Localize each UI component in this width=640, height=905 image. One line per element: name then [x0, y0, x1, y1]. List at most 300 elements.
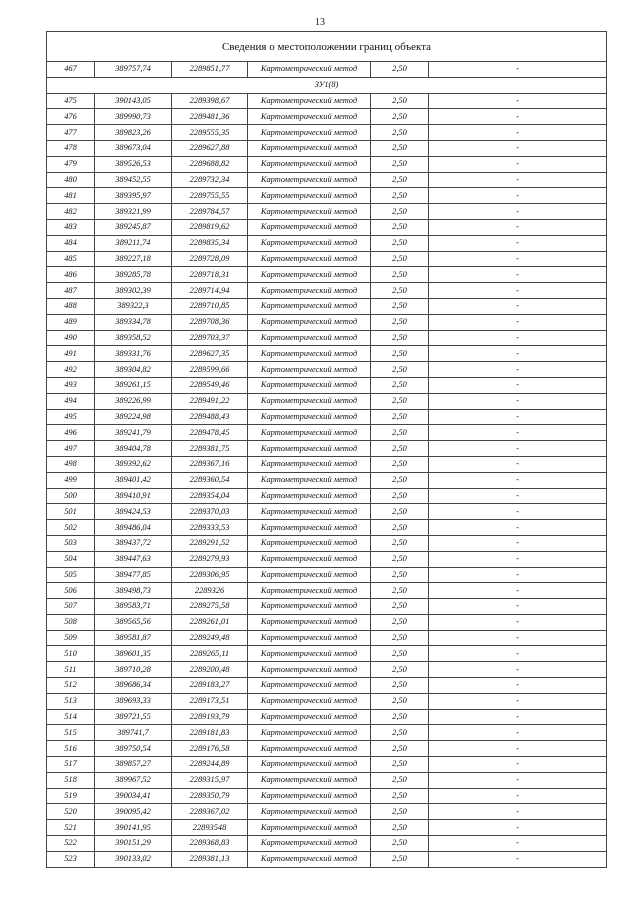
coordinate-y: 2289688,82: [172, 156, 248, 172]
accuracy: 2,50: [371, 109, 429, 125]
method: Картометрический метод: [248, 551, 371, 567]
point-number: 467: [47, 62, 95, 78]
coordinate-x: 389334,78: [95, 314, 172, 330]
coordinate-y: 2289367,02: [172, 804, 248, 820]
accuracy: 2,50: [371, 456, 429, 472]
point-number: 487: [47, 283, 95, 299]
coordinate-y: 2289478,45: [172, 425, 248, 441]
accuracy: 2,50: [371, 251, 429, 267]
description: -: [429, 646, 607, 662]
coordinate-y: 2289350,79: [172, 788, 248, 804]
accuracy: 2,50: [371, 599, 429, 615]
coordinate-x: 389486,04: [95, 520, 172, 536]
table-row: [47, 836, 607, 852]
coordinate-y: 2289291,52: [172, 535, 248, 551]
accuracy: 2,50: [371, 820, 429, 836]
table-row: [47, 251, 607, 267]
description: -: [429, 757, 607, 773]
table-row: [47, 504, 607, 520]
coordinate-y: 2289599,66: [172, 362, 248, 378]
coordinate-x: 389227,18: [95, 251, 172, 267]
description: -: [429, 441, 607, 457]
accuracy: 2,50: [371, 298, 429, 314]
method: Картометрический метод: [248, 662, 371, 678]
method: Картометрический метод: [248, 314, 371, 330]
method: Картометрический метод: [248, 804, 371, 820]
coordinate-y: 2289627,88: [172, 140, 248, 156]
coordinate-x: 389757,74: [95, 62, 172, 78]
table-row: [47, 219, 607, 235]
coordinate-x: 389741,7: [95, 725, 172, 741]
coordinate-x: 389857,27: [95, 757, 172, 773]
coordinate-x: 389601,35: [95, 646, 172, 662]
point-number: 489: [47, 314, 95, 330]
table-title-row: [47, 32, 607, 62]
description: -: [429, 251, 607, 267]
accuracy: 2,50: [371, 725, 429, 741]
coordinate-x: 389302,39: [95, 283, 172, 299]
coordinate-x: 389358,52: [95, 330, 172, 346]
coordinate-x: 389211,74: [95, 235, 172, 251]
accuracy: 2,50: [371, 741, 429, 757]
accuracy: 2,50: [371, 377, 429, 393]
description: -: [429, 314, 607, 330]
description: -: [429, 551, 607, 567]
table-row: [47, 678, 607, 694]
method: Картометрический метод: [248, 441, 371, 457]
table-row: [47, 109, 607, 125]
point-number: 506: [47, 583, 95, 599]
point-number: 517: [47, 757, 95, 773]
accuracy: 2,50: [371, 409, 429, 425]
point-number: 513: [47, 693, 95, 709]
table-row: [47, 172, 607, 188]
table-row: [47, 330, 607, 346]
coordinate-y: 2289718,31: [172, 267, 248, 283]
method: Картометрический метод: [248, 283, 371, 299]
accuracy: 2,50: [371, 535, 429, 551]
point-number: 480: [47, 172, 95, 188]
coordinate-x: 389224,98: [95, 409, 172, 425]
table-row: [47, 583, 607, 599]
coordinate-x: 389304,82: [95, 362, 172, 378]
accuracy: 2,50: [371, 346, 429, 362]
accuracy: 2,50: [371, 567, 429, 583]
description: -: [429, 472, 607, 488]
point-number: 522: [47, 836, 95, 852]
accuracy: 2,50: [371, 235, 429, 251]
coordinate-y: 2289555,35: [172, 125, 248, 141]
table-row: [47, 567, 607, 583]
point-number: 479: [47, 156, 95, 172]
accuracy: 2,50: [371, 551, 429, 567]
coordinate-y: 2289549,46: [172, 377, 248, 393]
coordinate-y: 2289481,36: [172, 109, 248, 125]
accuracy: 2,50: [371, 172, 429, 188]
description: -: [429, 614, 607, 630]
description: -: [429, 156, 607, 172]
point-number: 519: [47, 788, 95, 804]
accuracy: 2,50: [371, 283, 429, 299]
coordinate-x: 390141,95: [95, 820, 172, 836]
coordinate-y: 2289708,36: [172, 314, 248, 330]
point-number: 481: [47, 188, 95, 204]
point-number: 493: [47, 377, 95, 393]
accuracy: 2,50: [371, 219, 429, 235]
method: Картометрический метод: [248, 836, 371, 852]
coordinate-y: 2289755,55: [172, 188, 248, 204]
method: Картометрический метод: [248, 567, 371, 583]
point-number: 503: [47, 535, 95, 551]
point-number: 501: [47, 504, 95, 520]
table-row: [47, 441, 607, 457]
description: -: [429, 62, 607, 78]
point-number: 490: [47, 330, 95, 346]
table-row: [47, 125, 607, 141]
coordinate-x: 389565,56: [95, 614, 172, 630]
point-number: 512: [47, 678, 95, 694]
accuracy: 2,50: [371, 788, 429, 804]
point-number: 520: [47, 804, 95, 820]
accuracy: 2,50: [371, 836, 429, 852]
method: Картометрический метод: [248, 599, 371, 615]
accuracy: 2,50: [371, 425, 429, 441]
coordinate-x: 389410,91: [95, 488, 172, 504]
description: -: [429, 172, 607, 188]
accuracy: 2,50: [371, 614, 429, 630]
table-row: [47, 804, 607, 820]
coordinate-y: 2289360,54: [172, 472, 248, 488]
description: -: [429, 725, 607, 741]
table-row: [47, 314, 607, 330]
description: -: [429, 488, 607, 504]
point-number: 494: [47, 393, 95, 409]
point-number: 507: [47, 599, 95, 615]
coordinate-y: 2289176,58: [172, 741, 248, 757]
coordinate-y: 2289851,77: [172, 62, 248, 78]
coordinate-x: 389226,99: [95, 393, 172, 409]
coordinate-x: 389721,55: [95, 709, 172, 725]
accuracy: 2,50: [371, 362, 429, 378]
coordinate-x: 389392,62: [95, 456, 172, 472]
accuracy: 2,50: [371, 156, 429, 172]
method: Картометрический метод: [248, 741, 371, 757]
point-number: 498: [47, 456, 95, 472]
section-label: ЗУ1(8): [47, 77, 607, 93]
method: Картометрический метод: [248, 204, 371, 220]
method: Картометрический метод: [248, 693, 371, 709]
coordinate-y: 2289398,67: [172, 93, 248, 109]
table-row: [47, 551, 607, 567]
point-number: 511: [47, 662, 95, 678]
point-number: 510: [47, 646, 95, 662]
coordinate-y: 2289381,75: [172, 441, 248, 457]
coordinate-x: 389967,52: [95, 772, 172, 788]
table-row: [47, 630, 607, 646]
method: Картометрический метод: [248, 267, 371, 283]
accuracy: 2,50: [371, 62, 429, 78]
accuracy: 2,50: [371, 488, 429, 504]
description: -: [429, 741, 607, 757]
coordinate-x: 389321,99: [95, 204, 172, 220]
point-number: 497: [47, 441, 95, 457]
accuracy: 2,50: [371, 204, 429, 220]
point-number: 523: [47, 851, 95, 867]
method: Картометрический метод: [248, 188, 371, 204]
description: -: [429, 298, 607, 314]
table-row: [47, 772, 607, 788]
coordinate-y: 2289703,37: [172, 330, 248, 346]
method: Картометрический метод: [248, 330, 371, 346]
accuracy: 2,50: [371, 851, 429, 867]
description: -: [429, 346, 607, 362]
coordinate-y: 2289728,09: [172, 251, 248, 267]
coordinate-y: 2289265,11: [172, 646, 248, 662]
point-number: 491: [47, 346, 95, 362]
point-number: 502: [47, 520, 95, 536]
table-row: [47, 614, 607, 630]
table-title: Сведения о местоположении границ объекта: [47, 32, 607, 62]
description: -: [429, 283, 607, 299]
table-row: [47, 235, 607, 251]
point-number: 500: [47, 488, 95, 504]
coordinate-x: 390151,29: [95, 836, 172, 852]
method: Картометрический метод: [248, 678, 371, 694]
point-number: 484: [47, 235, 95, 251]
coordinate-y: 2289333,53: [172, 520, 248, 536]
coordinate-y: 2289368,83: [172, 836, 248, 852]
description: -: [429, 140, 607, 156]
table-row: [47, 267, 607, 283]
accuracy: 2,50: [371, 757, 429, 773]
method: Картометрический метод: [248, 504, 371, 520]
coordinate-y: 2289261,01: [172, 614, 248, 630]
coordinate-y: 2289354,04: [172, 488, 248, 504]
accuracy: 2,50: [371, 441, 429, 457]
description: -: [429, 535, 607, 551]
description: -: [429, 504, 607, 520]
method: Картометрический метод: [248, 788, 371, 804]
accuracy: 2,50: [371, 188, 429, 204]
description: -: [429, 693, 607, 709]
table-row: [47, 140, 607, 156]
page-number: 13: [315, 17, 325, 28]
table-row: [47, 709, 607, 725]
coordinate-x: 389245,87: [95, 219, 172, 235]
method: Картометрический метод: [248, 156, 371, 172]
coordinate-x: 389437,72: [95, 535, 172, 551]
method: Картометрический метод: [248, 725, 371, 741]
method: Картометрический метод: [248, 772, 371, 788]
table-row: [47, 725, 607, 741]
method: Картометрический метод: [248, 140, 371, 156]
point-number: 477: [47, 125, 95, 141]
point-number: 516: [47, 741, 95, 757]
point-number: 499: [47, 472, 95, 488]
table-row: [47, 456, 607, 472]
method: Картометрический метод: [248, 109, 371, 125]
description: -: [429, 820, 607, 836]
table-row: [47, 377, 607, 393]
point-number: 518: [47, 772, 95, 788]
coordinate-x: 389477,85: [95, 567, 172, 583]
point-number: 486: [47, 267, 95, 283]
accuracy: 2,50: [371, 772, 429, 788]
description: -: [429, 772, 607, 788]
table-row: [47, 851, 607, 867]
boundary-table-sheet: [46, 31, 606, 868]
method: Картометрический метод: [248, 393, 371, 409]
description: -: [429, 330, 607, 346]
coordinate-x: 389750,54: [95, 741, 172, 757]
table-row: [47, 741, 607, 757]
coordinate-y: 2289275,58: [172, 599, 248, 615]
method: Картометрический метод: [248, 172, 371, 188]
method: Картометрический метод: [248, 62, 371, 78]
coordinate-x: 389583,71: [95, 599, 172, 615]
description: -: [429, 93, 607, 109]
method: Картометрический метод: [248, 630, 371, 646]
point-number: 483: [47, 219, 95, 235]
point-number: 514: [47, 709, 95, 725]
table-row: [47, 693, 607, 709]
coordinate-x: 390034,41: [95, 788, 172, 804]
accuracy: 2,50: [371, 314, 429, 330]
coordinate-x: 389404,78: [95, 441, 172, 457]
method: Картометрический метод: [248, 235, 371, 251]
coordinate-y: 2289279,93: [172, 551, 248, 567]
coordinate-x: 389581,87: [95, 630, 172, 646]
coordinate-x: 389710,28: [95, 662, 172, 678]
coordinate-y: 2289784,57: [172, 204, 248, 220]
coordinate-x: 389452,55: [95, 172, 172, 188]
point-number: 492: [47, 362, 95, 378]
accuracy: 2,50: [371, 520, 429, 536]
table-row: [47, 788, 607, 804]
coordinate-x: 389395,97: [95, 188, 172, 204]
point-number: 475: [47, 93, 95, 109]
method: Картометрический метод: [248, 219, 371, 235]
description: -: [429, 788, 607, 804]
point-number: 488: [47, 298, 95, 314]
accuracy: 2,50: [371, 93, 429, 109]
description: -: [429, 393, 607, 409]
coordinate-y: 2289381,13: [172, 851, 248, 867]
method: Картометрический метод: [248, 125, 371, 141]
coordinate-y: 2289370,03: [172, 504, 248, 520]
description: -: [429, 678, 607, 694]
table-row: [47, 188, 607, 204]
method: Картометрический метод: [248, 409, 371, 425]
accuracy: 2,50: [371, 472, 429, 488]
table-row: [47, 93, 607, 109]
coordinate-y: 22893548: [172, 820, 248, 836]
accuracy: 2,50: [371, 630, 429, 646]
method: Картометрический метод: [248, 614, 371, 630]
accuracy: 2,50: [371, 693, 429, 709]
method: Картометрический метод: [248, 757, 371, 773]
coordinate-y: 2289193,79: [172, 709, 248, 725]
method: Картометрический метод: [248, 362, 371, 378]
coordinate-x: 389241,79: [95, 425, 172, 441]
coordinate-y: 2289326: [172, 583, 248, 599]
table-row: [47, 298, 607, 314]
description: -: [429, 662, 607, 678]
method: Картометрический метод: [248, 456, 371, 472]
coordinate-x: 389693,33: [95, 693, 172, 709]
point-number: 485: [47, 251, 95, 267]
table-row: [47, 472, 607, 488]
accuracy: 2,50: [371, 393, 429, 409]
table-row: [47, 599, 607, 615]
table-row: [47, 425, 607, 441]
method: Картометрический метод: [248, 520, 371, 536]
coordinate-x: 390143,05: [95, 93, 172, 109]
table-row: [47, 156, 607, 172]
description: -: [429, 219, 607, 235]
method: Картометрический метод: [248, 251, 371, 267]
method: Картометрический метод: [248, 583, 371, 599]
description: -: [429, 377, 607, 393]
description: -: [429, 362, 607, 378]
accuracy: 2,50: [371, 267, 429, 283]
point-number: 504: [47, 551, 95, 567]
description: -: [429, 125, 607, 141]
table-row: [47, 362, 607, 378]
point-number: 478: [47, 140, 95, 156]
table-row: [47, 62, 607, 78]
coordinate-x: 389401,42: [95, 472, 172, 488]
description: -: [429, 520, 607, 536]
description: -: [429, 567, 607, 583]
accuracy: 2,50: [371, 646, 429, 662]
description: -: [429, 109, 607, 125]
table-row: [47, 662, 607, 678]
description: -: [429, 851, 607, 867]
coordinate-x: 390095,42: [95, 804, 172, 820]
coordinate-x: 389823,26: [95, 125, 172, 141]
coordinate-x: 389526,53: [95, 156, 172, 172]
coordinate-y: 2289367,16: [172, 456, 248, 472]
table-row: [47, 488, 607, 504]
coordinate-y: 2289488,43: [172, 409, 248, 425]
accuracy: 2,50: [371, 662, 429, 678]
accuracy: 2,50: [371, 504, 429, 520]
method: Картометрический метод: [248, 472, 371, 488]
method: Картометрический метод: [248, 425, 371, 441]
accuracy: 2,50: [371, 804, 429, 820]
coordinate-y: 2289819,62: [172, 219, 248, 235]
coordinate-x: 389261,15: [95, 377, 172, 393]
table-row: [47, 393, 607, 409]
table-row: [47, 820, 607, 836]
coordinate-y: 2289183,27: [172, 678, 248, 694]
accuracy: 2,50: [371, 330, 429, 346]
description: -: [429, 630, 607, 646]
coordinate-x: 389990,73: [95, 109, 172, 125]
description: -: [429, 409, 607, 425]
accuracy: 2,50: [371, 709, 429, 725]
coordinate-y: 2289315,97: [172, 772, 248, 788]
coordinate-x: 389686,34: [95, 678, 172, 694]
method: Картометрический метод: [248, 93, 371, 109]
point-number: 509: [47, 630, 95, 646]
coordinate-x: 389331,76: [95, 346, 172, 362]
point-number: 482: [47, 204, 95, 220]
description: -: [429, 188, 607, 204]
table-row: [47, 535, 607, 551]
coordinate-x: 389447,63: [95, 551, 172, 567]
